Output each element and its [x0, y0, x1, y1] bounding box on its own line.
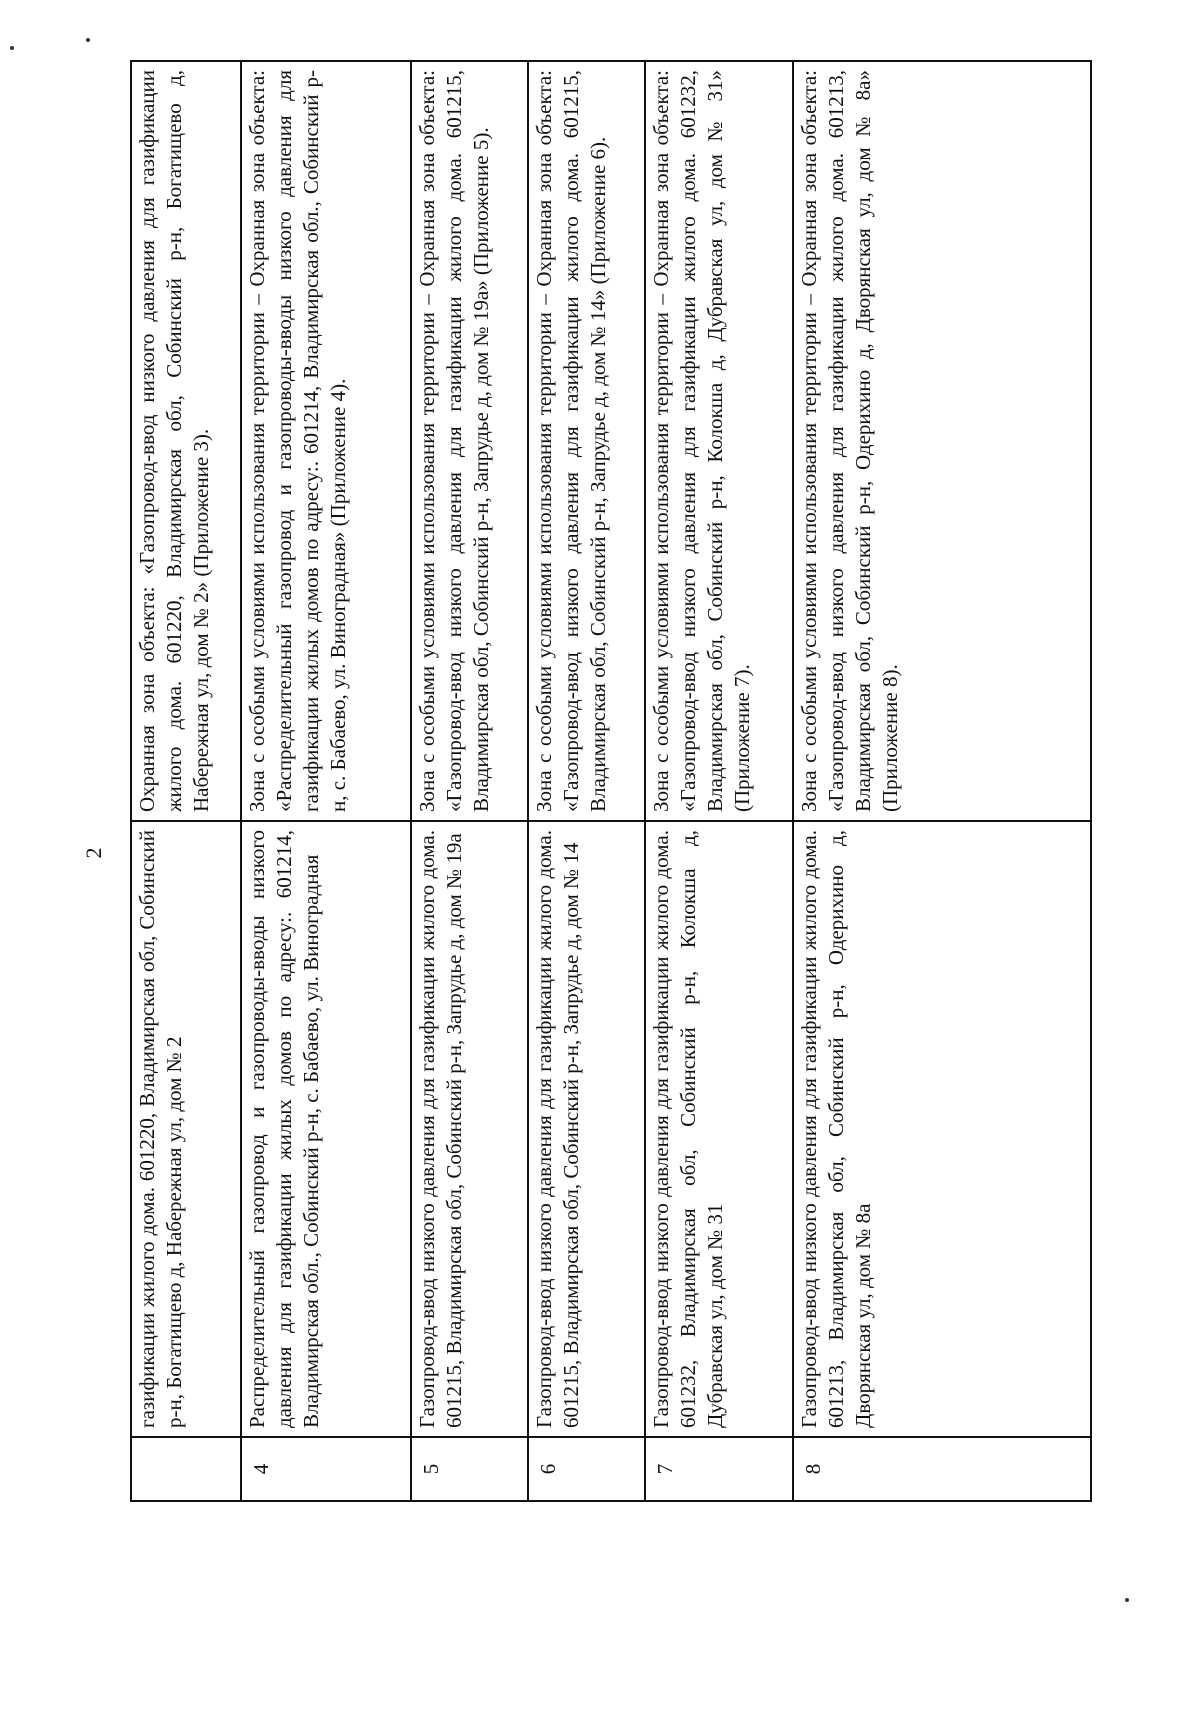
table-row [528, 61, 645, 1501]
table-row [793, 61, 1091, 1501]
zone-cell: Охранная зона объекта: «Газопровод-ввод низкого давления для газификации жилого дома. 601220, Владимирская обл, Собинский р-н, Богатищево д, Набережная ул, дом № 2» (Приложение 3). [131, 61, 241, 821]
zone-cell: Зона с особыми условиями использования территории – Охранная зона объекта: «Газопровод-ввод низкого давления для газификации жилого дома. 601232, Владимирская обл, Собинский р-н, Колокша д, Дубравская ул, дом № 31» (Приложение 7). [645, 61, 793, 821]
object-cell: Газопровод-ввод низкого давления для газификации жилого дома. 601215, Владимирская обл, Собинский р-н, Запрудье д, дом № 19а [411, 821, 528, 1437]
row-number: 4 [241, 1437, 411, 1501]
scan-speck [86, 38, 90, 42]
row-number: 7 [645, 1437, 793, 1501]
row-number [131, 1437, 241, 1501]
page-number: 2 [81, 847, 106, 859]
object-cell: газификации жилого дома. 601220, Владимирская обл, Собинский р-н, Богатищево д, Набережная ул, дом № 2 [131, 821, 241, 1437]
object-cell: Газопровод-ввод низкого давления для газификации жилого дома. 601213, Владимирская обл, Собинский р-н, Одерихино д, Дворянская ул, дом № 8а [793, 821, 1091, 1437]
row-number: 5 [411, 1437, 528, 1501]
scan-speck [1125, 1598, 1129, 1602]
object-cell: Газопровод-ввод низкого давления для газификации жилого дома. 601215, Владимирская обл, Собинский р-н, Запрудье д, дом № 14 [528, 821, 645, 1437]
row-number: 6 [528, 1437, 645, 1501]
zone-cell: Зона с особыми условиями использования территории – Охранная зона объекта: «Распределительный газопровод и газопроводы-вводы низкого давления для газификации жилых домов по адресу:. 601214, Владимирская обл., Собинский р-н, с. Бабаево, ул. Виноградная» (Приложение 4). [241, 61, 411, 821]
object-cell: Распределительный газопровод и газопроводы-вводы низкого давления для газификации жилых домов по адресу:. 601214, Владимирская обл., Собинский р-н, с. Бабаево, ул. Виноградная [241, 821, 411, 1437]
document-table-wrapper [130, 62, 1090, 1502]
zone-cell: Зона с особыми условиями использования территории – Охранная зона объекта: «Газопровод-ввод низкого давления для газификации жилого дома. 601215, Владимирская обл, Собинский р-н, Запрудье д, дом № 19а» (Приложение 5). [411, 61, 528, 821]
zone-cell: Зона с особыми условиями использования территории – Охранная зона объекта: «Газопровод-ввод низкого давления для газификации жилого дома. 601213, Владимирская обл, Собинский р-н, Одерихино д, Дворянская ул, дом № 8а» (Приложение 8). [793, 61, 1091, 821]
table-row [131, 61, 241, 1501]
row-number: 8 [793, 1437, 1091, 1501]
table-row [411, 61, 528, 1501]
scan-speck [10, 46, 14, 50]
document-table-rotated [130, 62, 1090, 1502]
zone-cell: Зона с особыми условиями использования территории – Охранная зона объекта: «Газопровод-ввод низкого давления для газификации жилого дома. 601215, Владимирская обл, Собинский р-н, Запрудье д, дом № 14» (Приложение 6). [528, 61, 645, 821]
table-row [241, 61, 411, 1501]
document-table [130, 60, 1092, 1502]
table-row [645, 61, 793, 1501]
object-cell: Газопровод-ввод низкого давления для газификации жилого дома. 601232, Владимирская обл, Собинский р-н, Колокша д, Дубравская ул, дом № 31 [645, 821, 793, 1437]
